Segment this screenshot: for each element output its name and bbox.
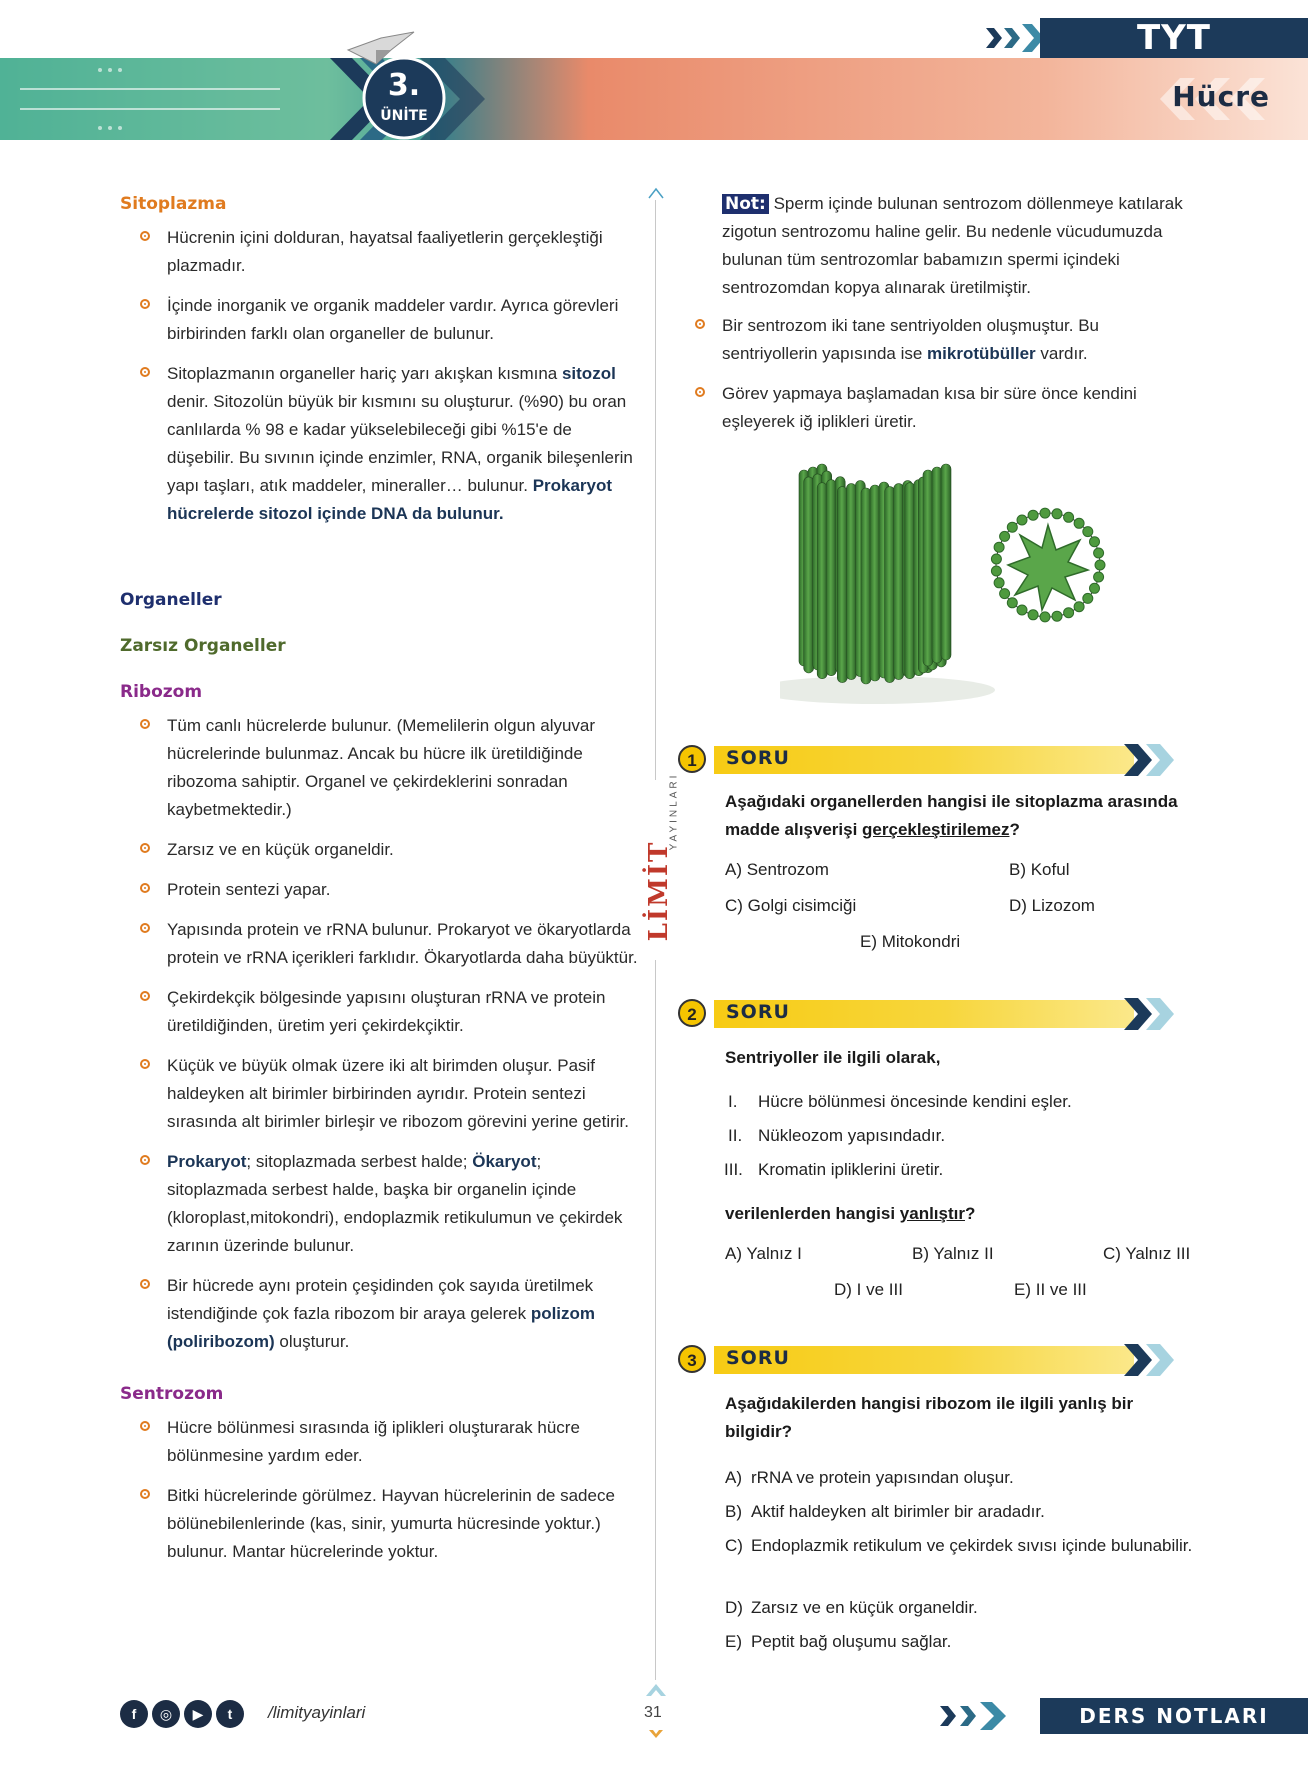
chevron-down-icon: [648, 1728, 664, 1740]
list-item: Zarsız ve en küçük organeldir.: [120, 836, 640, 864]
option-c-letter: C): [725, 1536, 743, 1555]
option-c[interactable]: Endoplazmik retikulum ve çekirdek sıvısı içinde bulunabilir.: [751, 1536, 1193, 1555]
option-d[interactable]: D) Lizozom: [1009, 896, 1095, 915]
topic-title: Hücre: [1172, 80, 1270, 113]
instagram-icon[interactable]: ◎: [152, 1700, 180, 1728]
highlight-sentence: Prokaryot hücrelerde sitozol içinde DNA da bulunur.: [167, 476, 613, 523]
chevron-right-icon: [1124, 1342, 1184, 1378]
soru-label: SORU: [726, 1347, 790, 1369]
option-b[interactable]: B) Yalnız II: [912, 1244, 994, 1263]
left-column: [120, 190, 640, 1578]
term-mikrotubuller: mikrotübüller: [927, 344, 1036, 363]
option-b[interactable]: Aktif haldeyken alt birimler bir aradadır.: [751, 1502, 1045, 1521]
sentrozom-extra-list: [675, 312, 1192, 436]
option-a[interactable]: rRNA ve protein yapısından oluşur.: [751, 1468, 1014, 1487]
social-links: [120, 1700, 248, 1728]
bullet-icon: [695, 319, 705, 329]
option-e[interactable]: Peptit bağ oluşumu sağlar.: [751, 1632, 952, 1651]
note-tag: Not:: [722, 194, 769, 214]
page-number: 31: [644, 1704, 662, 1721]
question-2-banner: [676, 996, 1186, 1032]
bullet-icon: [140, 1059, 150, 1069]
facebook-icon[interactable]: f: [120, 1700, 148, 1728]
option-c[interactable]: C) Yalnız III: [1103, 1244, 1191, 1263]
exam-badge: TYT: [1040, 18, 1308, 58]
option-d[interactable]: Zarsız ve en küçük organeldir.: [751, 1598, 978, 1617]
bullet-icon: [140, 1155, 150, 1165]
brand-vertical: [640, 772, 680, 960]
option-a[interactable]: A) Sentrozom: [725, 860, 829, 879]
bullet-icon: [140, 231, 150, 241]
term-okaryot: Ökaryot: [472, 1152, 537, 1171]
list-item: Tüm canlı hücrelerde bulunur. (Memelilerin olgun alyuvar hücrelerinde bulunmaz. Ancak bu hücre ilk üretildiğinde ribozoma sahiptir. Organel ve çekirdeklerini sonradan kaybetmektedir.): [120, 712, 640, 824]
list-item: Küçük ve büyük olmak üzere iki alt birimden oluşur. Pasif haldeyken alt birimler birbirinden ayrıdır. Protein sentezi sırasında alt birimler birleşir ve ribozom görevini yerine getirir.: [120, 1052, 640, 1136]
note-block: Not: Sperm içinde bulunan sentrozom döllenmeye katılarak zigotun sentrozomu haline gelir. Bu nedenle vücudumuzda bulunan tüm sentrozomlar babamızın spermi içindeki sentrozomdan kopya alınarak üretilmiştir.: [722, 194, 1183, 297]
section-title-organeller: Organeller: [120, 590, 222, 610]
bullet-icon: [140, 1279, 150, 1289]
list-item: Prokaryot; sitoplazmada serbest halde; Ökaryot; sitoplazmada serbest halde, başka bir organelin içinde (kloroplast,mitokondri), endoplazmik retikulumun ve çekirdek zarının üzerinde bulunur.: [120, 1148, 640, 1260]
statement-ii: Nükleozom yapısındadır.: [758, 1126, 946, 1145]
option-a-letter: A): [725, 1468, 742, 1487]
soru-label: SORU: [726, 747, 790, 769]
twitter-icon[interactable]: t: [216, 1700, 244, 1728]
roman-iii: III.: [724, 1160, 743, 1179]
list-item: Sitoplazmanın organeller hariç yarı akışkan kısmına sitozol denir. Sitozolün büyük bir kısmını su oluşturur. (%90) bu oran canlılarda % 98 e kadar yükselebileceği gibi %15'e de düşebilir. Bu sıvının içinde enzimler, RNA, organik bileşenlerin yapı taşları, atık maddeler, mineraller… bulunur. Prokaryot hücrelerde sitozol içinde DNA da bulunur.: [120, 360, 640, 528]
section-title-sentrozom: Sentrozom: [120, 1384, 224, 1404]
list-item: Bir hücrede aynı protein çeşidinden çok sayıda üretilmek istendiğinde çok fazla ribozom bir araya gelerek polizom (poliribozom) oluşturur.: [120, 1272, 640, 1356]
unit-badge: [362, 56, 446, 140]
bullet-icon: [140, 1421, 150, 1431]
list-item: Yapısında protein ve rRNA bulunur. Prokaryot ve ökaryotlarda protein ve rRNA içerikleri farklıdır. Ökaryotlarda daha büyüktür.: [120, 916, 640, 972]
term-sitozol: sitozol: [561, 364, 616, 383]
bullet-icon: [140, 299, 150, 309]
soru-label: SORU: [726, 1001, 790, 1023]
unit-label: ÜNİTE: [380, 108, 428, 124]
sentrozom-list: [120, 1414, 640, 1566]
bullet-icon: [140, 991, 150, 1001]
footer-chevrons-icon: [936, 1700, 1036, 1732]
series-title: DERS NOTLARI: [1040, 1698, 1308, 1734]
section-title-ribozom: Ribozom: [120, 682, 203, 702]
bullet-icon: [140, 843, 150, 853]
statement-i: Hücre bölünmesi öncesinde kendini eşler.: [758, 1092, 1072, 1111]
bullet-icon: [140, 923, 150, 933]
section-title-sitoplazma: Sitoplazma: [120, 194, 227, 214]
youtube-icon[interactable]: ▶: [184, 1700, 212, 1728]
question-3-stem: Aşağıdakilerden hangisi ribozom ile ilgili yanlış bir bilgidir?: [725, 1394, 1134, 1441]
bullet-icon: [140, 367, 150, 377]
bullet-icon: [140, 1489, 150, 1499]
header-chevrons: [986, 20, 1046, 56]
roman-ii: II.: [728, 1126, 743, 1145]
arrow-up-icon: [647, 186, 665, 202]
chevron-right-icon: [1124, 996, 1184, 1032]
brand-sub-text: YAYINLARI: [668, 772, 680, 851]
list-item: Hücre bölünmesi sırasında iğ iplikleri oluşturarak hücre bölünmesine yardım eder.: [120, 1414, 640, 1470]
option-e[interactable]: E) Mitokondri: [860, 932, 961, 951]
list-item: Görev yapmaya başlamadan kısa bir süre önce kendini eşleyerek iğ iplikleri üretir.: [675, 380, 1192, 436]
section-title-zarsiz: Zarsız Organeller: [120, 636, 286, 656]
option-d[interactable]: D) I ve III: [834, 1280, 903, 1299]
right-column: [722, 190, 1192, 448]
list-item: İçinde inorganik ve organik maddeler vardır. Ayrıca görevleri birbirinden farklı olan organeller de bulunur.: [120, 292, 640, 348]
list-item: Bir sentrozom iki tane sentriyolden oluşmuştur. Bu sentriyollerin yapısında ise mikrotübüller vardır.: [675, 312, 1192, 368]
brand-logo-text: LİMİT: [644, 840, 674, 942]
statement-iii: Kromatin ipliklerini üretir.: [758, 1160, 944, 1179]
question-3-banner: [676, 1342, 1186, 1378]
chevron-right-icon: [1124, 742, 1184, 778]
bullet-icon: [140, 719, 150, 729]
option-a[interactable]: A) Yalnız I: [725, 1244, 802, 1263]
list-item: Çekirdekçik bölgesinde yapısını oluşturan rRNA ve protein üretildiğinden, üretim yeri çekirdekçiktir.: [120, 984, 640, 1040]
unit-number: 3.: [387, 68, 421, 103]
chevron-right-icon: [986, 20, 1046, 56]
list-item: Hücrenin içini dolduran, hayatsal faaliyetlerin gerçekleştiği plazmadır.: [120, 224, 640, 280]
option-c[interactable]: C) Golgi cisimciği: [725, 896, 857, 915]
centriole-illustration: [780, 440, 1120, 720]
ribozom-list: [120, 712, 640, 1356]
term-polizom: polizom (poliribozom): [167, 1304, 596, 1351]
list-item: Bitki hücrelerinde görülmez. Hayvan hücrelerinin de sadece bölünebilenlerinde (kas, sinir, yumurta hücresinde yoktur.) bulunur. Mantar hücrelerinde yoktur.: [120, 1482, 640, 1566]
sitoplazma-list: [120, 224, 640, 528]
question-2-stem: Sentriyoller ile ilgili olarak,: [725, 1048, 941, 1067]
option-d-letter: D): [725, 1598, 743, 1617]
question-2-ask: verilenlerden hangisi yanlıştır?: [725, 1204, 976, 1223]
question-number: 2: [678, 999, 706, 1027]
question-1-stem: Aşağıdaki organellerden hangisi ile sitoplazma arasında madde alışverişi gerçekleştirilemez?: [725, 792, 1178, 839]
option-e-letter: E): [725, 1632, 742, 1651]
option-b[interactable]: B) Koful: [1009, 860, 1070, 879]
bullet-icon: [140, 883, 150, 893]
list-item: Protein sentezi yapar.: [120, 876, 640, 904]
question-number: 1: [678, 745, 706, 773]
bullet-icon: [695, 387, 705, 397]
social-handle[interactable]: /limityayinlari: [268, 1703, 366, 1722]
roman-i: I.: [728, 1092, 738, 1111]
option-b-letter: B): [725, 1502, 742, 1521]
question-number: 3: [678, 1345, 706, 1373]
term-prokaryot: Prokaryot: [167, 1152, 247, 1171]
question-1-banner: [676, 742, 1186, 778]
chevron-up-icon: [644, 1680, 668, 1698]
option-e[interactable]: E) II ve III: [1014, 1280, 1087, 1299]
